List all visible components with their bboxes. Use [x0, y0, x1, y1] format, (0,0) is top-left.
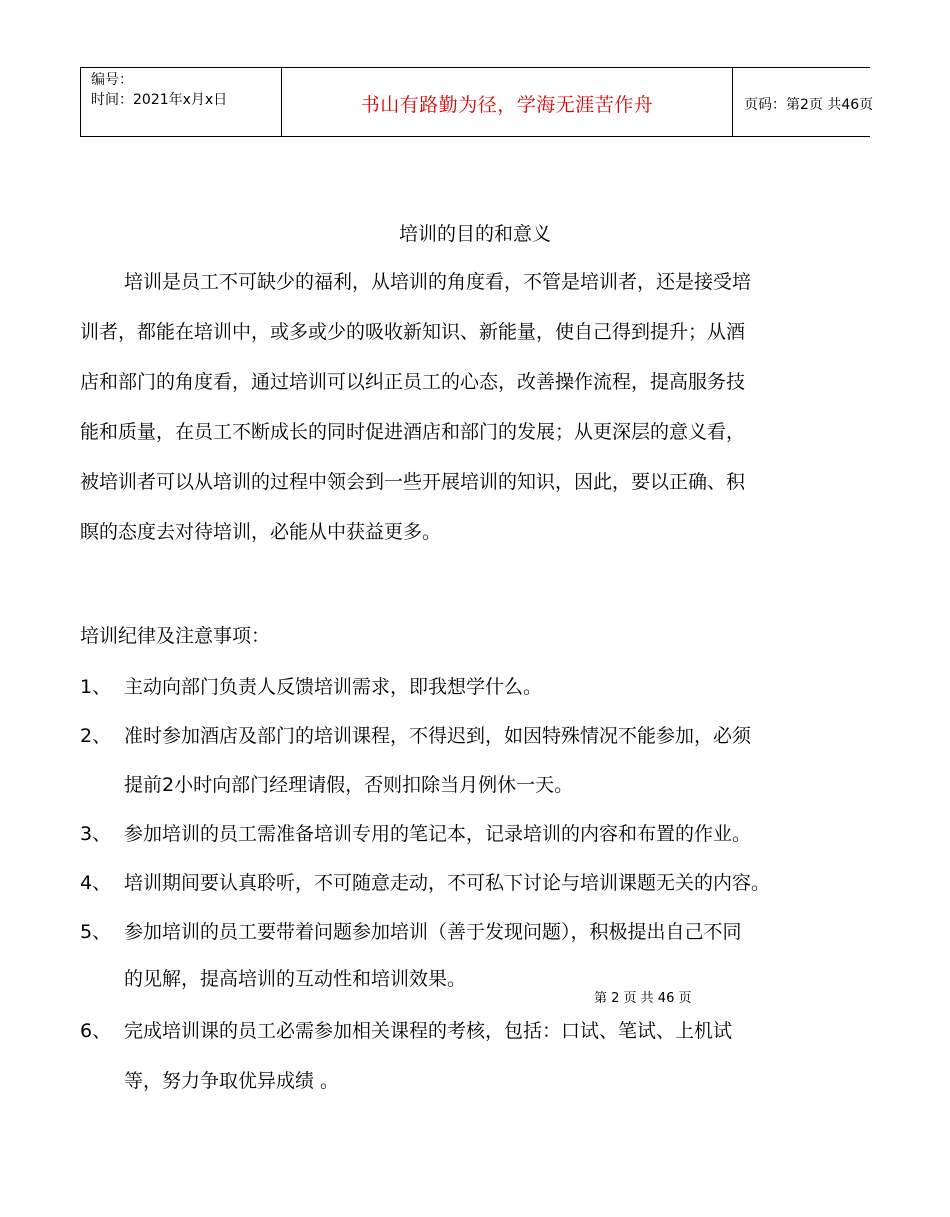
intro-line: 瞑的态度去对待培训，必能从中获益更多。: [80, 521, 442, 543]
page-code-label: 页码：第2页 共46页: [744, 97, 874, 113]
document-header: [80, 67, 874, 137]
rule-text: 提前2小时向部门经理请假，否则扣除当月例休一天。: [124, 774, 574, 796]
header-page-cell: [733, 68, 874, 136]
rule-text: 完成培训课的员工必需参加相关课程的考核，包括：口试、笔试、上机试: [124, 1020, 733, 1042]
document-title: 培训的目的和意义: [398, 223, 551, 245]
rule-number: 4、: [80, 872, 112, 894]
rules-title: 培训纪律及注意事项：: [80, 625, 271, 647]
rule-text: 的见解，提高培训的互动性和培训效果。: [124, 968, 467, 990]
serial-number-label: 编号：: [91, 72, 133, 88]
intro-line: 培训是员工不可缺少的福利，从培训的角度看，不管是培训者，还是接受培: [124, 271, 752, 293]
rule-number: 5、: [80, 921, 112, 943]
rule-text: 等，努力争取优异成绩 。: [124, 1070, 340, 1092]
intro-line: 店和部门的角度看，通过培训可以纠正员工的心态，改善操作流程，提高服务技: [80, 371, 746, 393]
rule-text: 准时参加酒店及部门的培训课程，不得迟到，如因特殊情况不能参加，必须: [124, 725, 752, 747]
motto-text: 书山有路勤为径，学海无涯苦作舟: [360, 94, 654, 116]
header-meta-cell: [80, 68, 282, 136]
intro-line: 能和质量，在员工不断成长的同时促进酒店和部门的发展；从更深层的意义看，: [80, 421, 746, 443]
rule-text: 培训期间要认真聆听，不可随意走动，不可私下讨论与培训课题无关的内容。: [124, 872, 771, 894]
rule-text: 主动向部门负责人反馈培训需求，即我想学什么。: [124, 676, 543, 698]
rule-number: 3、: [80, 823, 112, 845]
rule-number: 6、: [80, 1020, 112, 1042]
page-footer: 第 2 页 共 46 页: [594, 991, 692, 1006]
intro-line: 训者，都能在培训中，或多或少的吸收新知识、新能量，使自己得到提升；从酒: [80, 321, 746, 343]
rule-text: 参加培训的员工需准备培训专用的笔记本，记录培训的内容和布置的作业。: [124, 823, 752, 845]
header-motto-cell: [282, 68, 733, 136]
rule-text: 参加培训的员工要带着问题参加培训（善于发现问题），积极提出自己不同: [124, 921, 742, 943]
intro-line: 被培训者可以从培训的过程中领会到一些开展培训的知识，因此，要以正确、积: [80, 471, 746, 493]
rule-number: 2、: [80, 725, 112, 747]
rule-number: 1、: [80, 676, 112, 698]
date-label: 时间：2021年x月x日: [91, 92, 228, 108]
